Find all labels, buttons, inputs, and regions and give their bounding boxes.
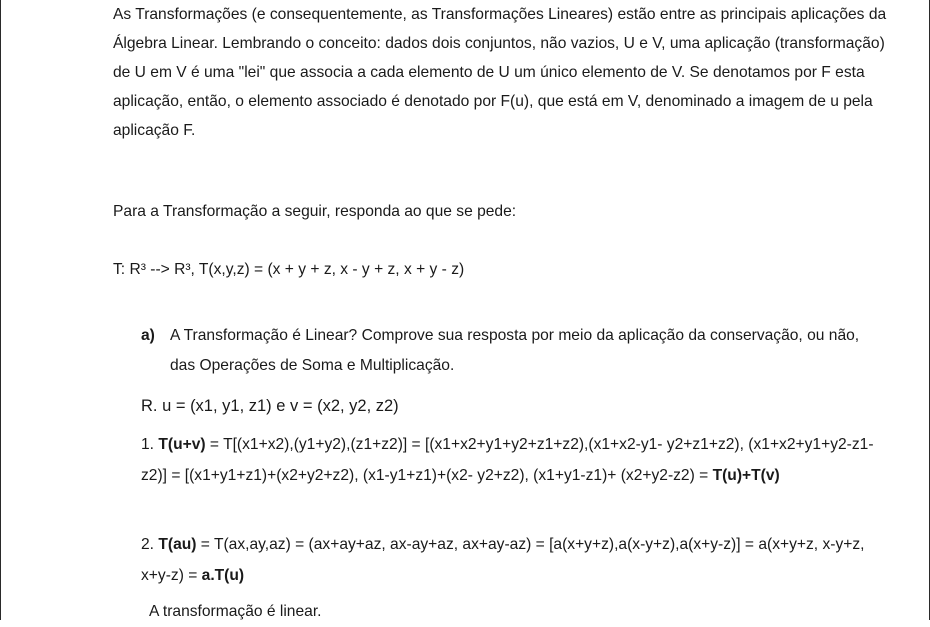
- page-border-left: [0, 0, 1, 620]
- step-2-number: 2.: [141, 536, 155, 553]
- item-a-label: a): [141, 327, 155, 344]
- answer-intro: R. u = (x1, y1, z1) e v = (x2, y2, z2): [141, 397, 399, 415]
- intro-paragraph: As Transformações (e consequentemente, as Transformações Lineares) estão entre as principais aplicações da Álgebra Linear. Lembrando o conceito: dados dois conjuntos, não vazios, U e V, uma aplicação (transformação) de U em V é uma "lei" que associa a cada elemento de U um único elemento de V. Se denotamos por F esta aplicação, então, o elemento associado é denotado por F(u), que está em V, denominado a imagem de u pela aplicação F.: [113, 6, 887, 139]
- conclusion: A transformação é linear.: [149, 603, 322, 620]
- step-1-body: = T[(x1+x2),(y1+y2),(z1+z2)] = [(x1+x2+y1+y2+z1+z2),(x1+x2-y1- y2+z1+z2), (x1+x2+y1+y2-z1-z2)] = [(x1+y1+z1)+(x2+y2+z2), (x1-y1+z1)+(x2- y2+z2), (x1+y1-z1)+ (x2+y2-z2) =: [141, 436, 874, 484]
- step-2-lhs: T(au): [158, 536, 197, 553]
- step-2: [141, 530, 891, 591]
- item-a-text: A Transformação é Linear? Comprove sua resposta por meio da aplicação da conservação, ou não, das Operações de Soma e Multiplicação.: [170, 327, 860, 374]
- step-1-result: T(u)+T(v): [712, 466, 780, 484]
- question-paragraph: Para a Transformação a seguir, responda ao que se pede:: [113, 203, 517, 220]
- step-1-lhs: T(u+v): [158, 436, 206, 453]
- step-2-body: = T(ax,ay,az) = (ax+ay+az, ax-ay+az, ax+ay-az) = [a(x+y+z),a(x-y+z),a(x+y-z)] = a(x+y+z, x-y+z, x+y-z) =: [141, 536, 865, 584]
- transformation-definition: T: R³ --> R³, T(x,y,z) = (x + y + z, x - y + z, x + y - z): [113, 261, 465, 278]
- item-a: [141, 321, 881, 381]
- step-1-number: 1.: [141, 436, 155, 453]
- step-2-result: a.T(u): [201, 566, 245, 584]
- step-1: [141, 430, 891, 491]
